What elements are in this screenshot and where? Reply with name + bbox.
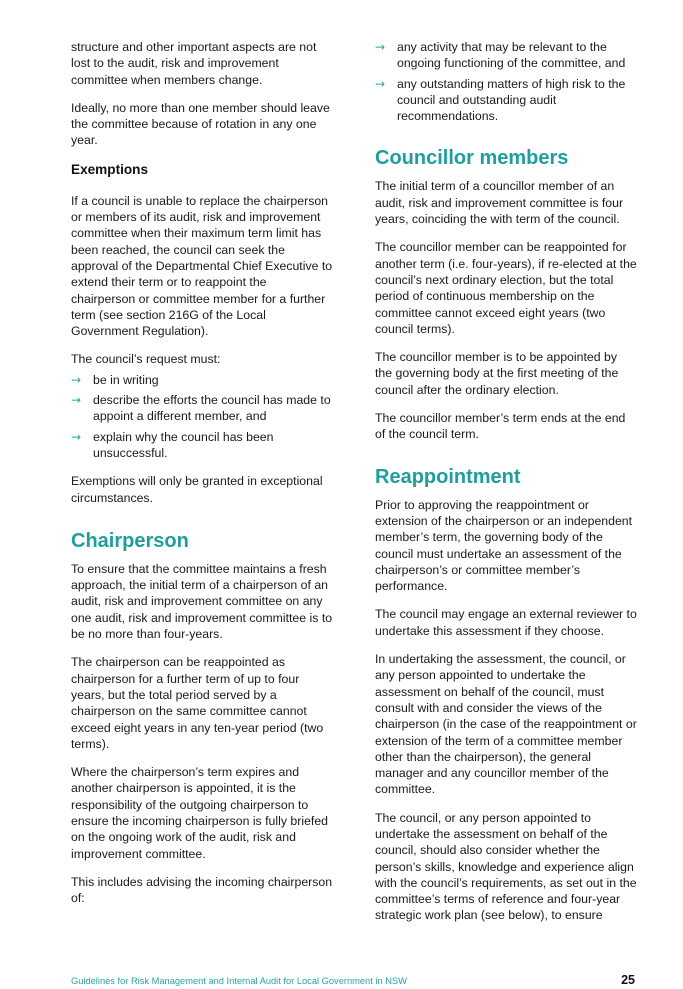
arrow-icon: →: [71, 372, 82, 387]
rotation-paragraph: Ideally, no more than one member should leave the committee because of rotation in any one year.: [71, 100, 330, 148]
arrow-icon: →: [71, 429, 82, 444]
list-item: [71, 392, 333, 425]
reappointment-paragraph-4: The council, or any person appointed to undertake the assessment on behalf of the council, should also consider whether the person’s skills, knowledge and experience align with the council’s requirements, as set out in the committee’s terms of reference and four-year strategic work plan (see below), to ensure: [375, 810, 637, 923]
footer-title: Guidelines for Risk Management and Internal Audit for Local Government in NSW: [71, 976, 407, 986]
list-item-text: be in writing: [93, 372, 159, 387]
list-item-text: describe the efforts the council has made to appoint a different member, and: [93, 393, 331, 424]
arrow-icon: →: [375, 40, 386, 54]
incoming-chair-list: [375, 39, 637, 124]
chair-paragraph-1: To ensure that the committee maintains a fresh approach, the initial term of a chairperson of an audit, risk and improvement committee on any one audit, risk and improvement committee is to be no more than four-years.: [71, 561, 333, 642]
request-list: [71, 372, 333, 461]
arrow-icon: →: [375, 76, 386, 91]
chair-paragraph-3: Where the chairperson’s term expires and another chairperson is appointed, it is the responsibility of the outgoing chairperson to ensure the incoming chairperson is fully briefed on the ongoing work of the audit, risk and improvement committee.: [71, 765, 329, 861]
exceptional-paragraph: Exemptions will only be granted in exceptional circumstances.: [71, 474, 323, 505]
request-paragraph: The council’s request must:: [71, 352, 221, 367]
exemptions-heading: Exemptions: [71, 161, 149, 177]
councillor-paragraph-3: The councillor member is to be appointed by the governing body at the first meeting of the council after the ordinary election.: [375, 350, 619, 397]
list-item: [71, 372, 333, 388]
councillor-paragraph-1: The initial term of a councillor member of an audit, risk and improvement committee is four years, coinciding the with term of the council.: [375, 179, 624, 227]
arrow-icon: →: [71, 393, 82, 408]
intro-paragraph: structure and other important aspects are not lost to the audit, risk and improvement committee when members change.: [71, 40, 317, 87]
list-item: [71, 429, 333, 462]
list-item-text: any activity that may be relevant to the ongoing functioning of the committee, and: [397, 40, 626, 71]
right-column: [375, 39, 637, 936]
reappointment-paragraph-3: In undertaking the assessment, the council, or any person appointed to undertake the assessment on behalf of the council, must consult with and consider the views of the chairperson (in the case of the reappointment or extension of the term of a committee member other than the chairperson), the general manager and any councillor member of the committee.: [375, 652, 637, 797]
councillor-paragraph-4: The councillor member’s term ends at the end of the council term.: [375, 411, 626, 442]
councillor-members-heading: Councillor members: [375, 147, 569, 170]
chairperson-heading: Chairperson: [71, 529, 189, 552]
list-item: [375, 76, 637, 125]
page-footer: [71, 973, 635, 989]
councillor-paragraph-2: The councillor member can be reappointed for another term (i.e. four-years), if re-elected at the council’s next ordinary election, but the total period of continuous membership on the committee cannot exceed eight years (two council terms).: [375, 240, 637, 336]
exemptions-paragraph: If a council is unable to replace the chairperson or members of its audit, risk and improvement committee when their maximum term limit has been reached, the council can seek the approval of the Departmental Chief Executive to extend their term or to reappoint the chairperson or committee member for a further term (see section 216G of the Local Government Regulation).: [71, 193, 333, 339]
chair-paragraph-2: The chairperson can be reappointed as chairperson for a further term of up to four years, but the total period served by a chairperson on the same committee cannot exceed eight years in any ten-year period (two terms).: [71, 655, 324, 751]
chair-paragraph-4: This includes advising the incoming chairperson of:: [71, 874, 333, 906]
left-column: [71, 39, 333, 918]
list-item-text: any outstanding matters of high risk to the council and outstanding audit recommendations.: [397, 76, 626, 124]
reappointment-heading: Reappointment: [375, 465, 521, 488]
reappointment-paragraph-2: The council may engage an external reviewer to undertake this assessment if they choose.: [375, 607, 637, 638]
page-number: 25: [621, 973, 635, 987]
list-item: [375, 39, 637, 72]
reappointment-paragraph-1: Prior to approving the reappointment or extension of the chairperson or an independent member’s term, the governing body of the council must undertake an assessment of the chairperson’s or committee member’s performance.: [375, 497, 633, 594]
list-item-text: explain why the council has been unsuccessful.: [93, 429, 274, 460]
